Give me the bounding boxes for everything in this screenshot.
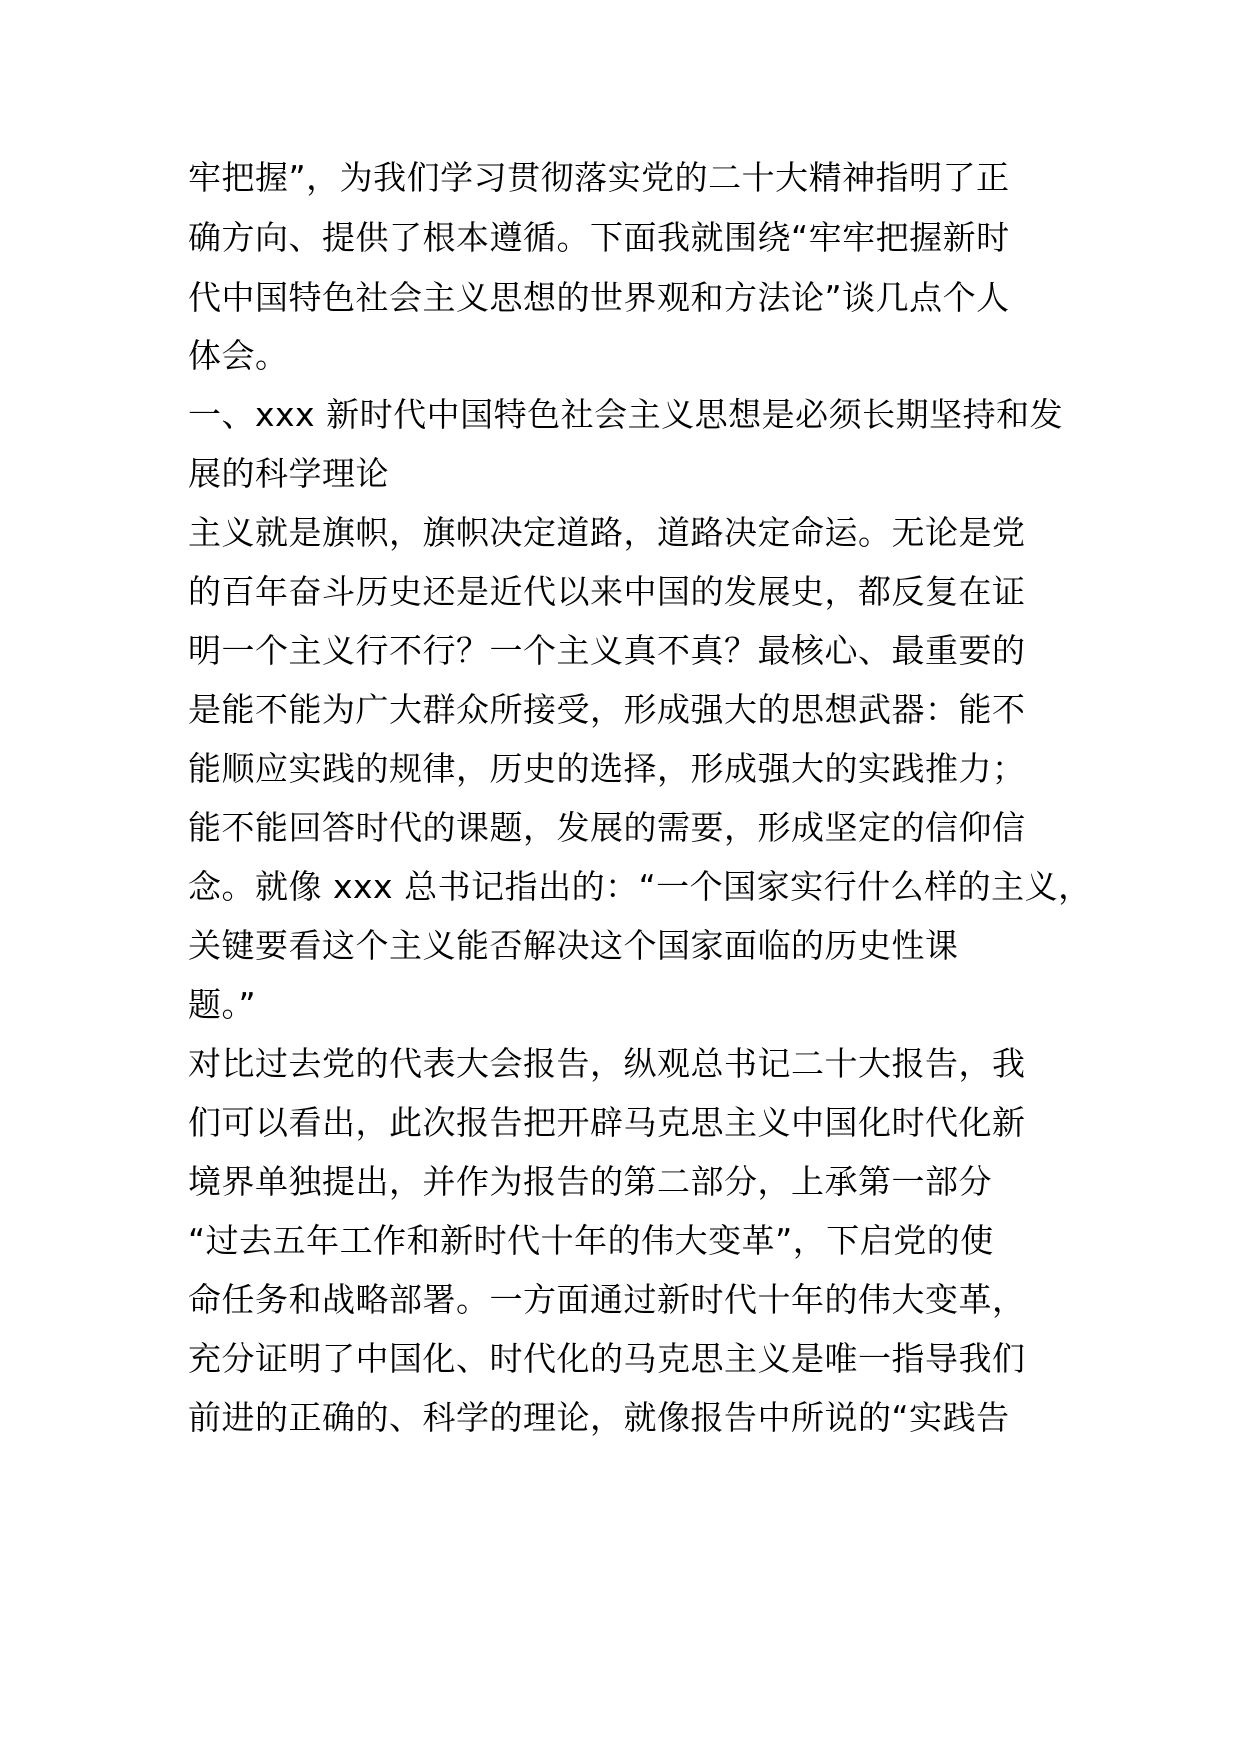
text-line: 题。” (188, 985, 257, 1024)
text-line: 牢把握”，为我们学习贯彻落实党的二十大精神指明了正 (188, 158, 1010, 197)
text-line: 对比过去党的代表大会报告，纵观总书记二十大报告，我 (188, 1044, 1026, 1083)
text-line: 体会。 (188, 336, 289, 375)
section-heading: 展的科学理论 (188, 454, 389, 493)
text-line: 明一个主义行不行？一个主义真不真？最核心、最重要的 (188, 631, 1026, 670)
text-line: 充分证明了中国化、时代化的马克思主义是唯一指导我们 (188, 1339, 1026, 1378)
text-line: 境界单独提出，并作为报告的第二部分，上承第一部分 (188, 1162, 992, 1201)
text-line: 关键要看这个主义能否解决这个国家面临的历史性课 (188, 926, 959, 965)
text-line: 念。就像 xxx 总书记指出的：“一个国家实行什么样的主义， (188, 867, 1092, 906)
section-heading: 一、xxx 新时代中国特色社会主义思想是必须长期坚持和发 (188, 395, 1064, 434)
text-line: 能顺应实践的规律，历史的选择，形成强大的实践推力； (188, 749, 1026, 788)
text-line: 前进的正确的、科学的理论，就像报告中所说的“实践告 (188, 1398, 1010, 1437)
text-line: 们可以看出，此次报告把开辟马克思主义中国化时代化新 (188, 1103, 1026, 1142)
text-line: 能不能回答时代的课题，发展的需要，形成坚定的信仰信 (188, 808, 1026, 847)
text-line: 代中国特色社会主义思想的世界观和方法论”谈几点个人 (188, 278, 1010, 317)
text-line: 主义就是旗帜，旗帜决定道路，道路决定命运。无论是党 (188, 513, 1026, 552)
text-line: 的百年奋斗历史还是近代以来中国的发展史，都反复在证 (188, 572, 1026, 611)
text-line: “过去五年工作和新时代十年的伟大变革”，下启党的使 (188, 1221, 994, 1260)
text-line: 是能不能为广大群众所接受，形成强大的思想武器：能不 (188, 690, 1026, 729)
text-line: 确方向、提供了根本遵循。下面我就围绕“牢牢把握新时 (188, 218, 1010, 257)
text-line: 命任务和战略部署。一方面通过新时代十年的伟大变革， (188, 1280, 1026, 1319)
